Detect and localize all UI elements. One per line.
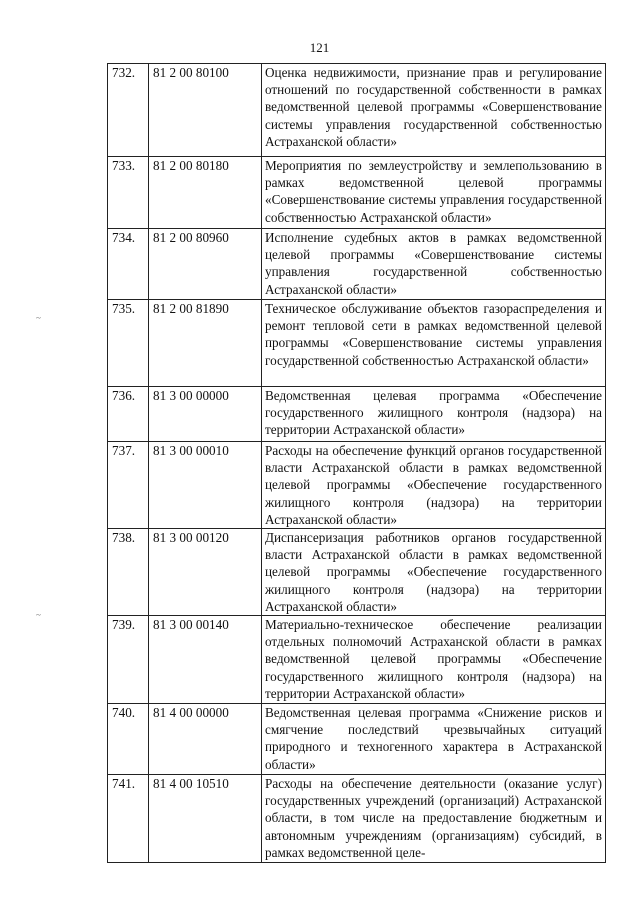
row-number: 732.	[108, 64, 149, 157]
row-number: 740.	[108, 704, 149, 775]
row-code: 81 2 00 80180	[149, 157, 262, 229]
row-number: 739.	[108, 616, 149, 704]
row-description: Исполнение судебных актов в рамках ведомственной целевой программы «Совершенствование системы управления государственной собственностью Астраханской области»	[262, 229, 606, 300]
table-row	[108, 704, 606, 775]
row-code: 81 4 00 10510	[149, 775, 262, 863]
row-description: Ведомственная целевая программа «Обеспечение государственного жилищного контроля (надзора) на территории Астраханской области»	[262, 387, 606, 442]
page-number: 121	[309, 40, 330, 55]
row-description: Мероприятия по землеустройству и землепользованию в рамках ведомственной целевой программы «Совершенствование системы управления государственной собственностью Астраханской области»	[262, 157, 606, 229]
budget-table	[107, 63, 606, 863]
row-code: 81 3 00 00120	[149, 529, 262, 616]
row-code: 81 3 00 00140	[149, 616, 262, 704]
margin-mark: ~	[36, 610, 41, 620]
row-description: Оценка недвижимости, признание прав и регулирование отношений по государственной собственности в рамках ведомственной целевой программы «Совершенствование системы управления государственной собственностью Астраханской области»	[262, 64, 606, 157]
row-number: 734.	[108, 229, 149, 300]
row-code: 81 3 00 00000	[149, 387, 262, 442]
row-description: Ведомственная целевая программа «Снижение рисков и смягчение последствий чрезвычайных ситуаций природного и техногенного характера в Астраханской области»	[262, 704, 606, 775]
row-code: 81 3 00 00010	[149, 442, 262, 529]
table-row	[108, 616, 606, 704]
table-row	[108, 442, 606, 529]
row-number: 738.	[108, 529, 149, 616]
table-row	[108, 387, 606, 442]
table-row	[108, 64, 606, 157]
margin-mark: ~	[36, 313, 41, 323]
row-description: Техническое обслуживание объектов газораспределения и ремонт тепловой сети в рамках ведомственной целевой программы «Совершенствование системы управления государственной собственностью Астраханской области»	[262, 300, 606, 387]
table-row	[108, 229, 606, 300]
table-row	[108, 775, 606, 863]
row-number: 736.	[108, 387, 149, 442]
row-code: 81 4 00 00000	[149, 704, 262, 775]
table-row	[108, 157, 606, 229]
table-row	[108, 300, 606, 387]
row-description: Расходы на обеспечение деятельности (оказание услуг) государственных учреждений (организаций) Астраханской области, в том числе на предоставление бюджетным и автономным учреждениям (организациям) субсидий, в рамках ведомственной целе-	[262, 775, 606, 863]
row-code: 81 2 00 80960	[149, 229, 262, 300]
row-number: 741.	[108, 775, 149, 863]
row-code: 81 2 00 80100	[149, 64, 262, 157]
row-number: 737.	[108, 442, 149, 529]
row-description: Диспансеризация работников органов государственной власти Астраханской области в рамках ведомственной целевой программы «Обеспечение государственного жилищного контроля (надзора) на территории Астраханской области»	[262, 529, 606, 616]
row-number: 735.	[108, 300, 149, 387]
row-description: Расходы на обеспечение функций органов государственной власти Астраханской области в рамках ведомственной целевой программы «Обеспечение государственного жилищного контроля (надзора) на территории Астраханской области»	[262, 442, 606, 529]
row-description: Материально-техническое обеспечение реализации отдельных полномочий Астраханской области в рамках ведомственной целевой программы «Обеспечение государственного жилищного контроля (надзора) на территории Астраханской области»	[262, 616, 606, 704]
table-row	[108, 529, 606, 616]
row-number: 733.	[108, 157, 149, 229]
row-code: 81 2 00 81890	[149, 300, 262, 387]
